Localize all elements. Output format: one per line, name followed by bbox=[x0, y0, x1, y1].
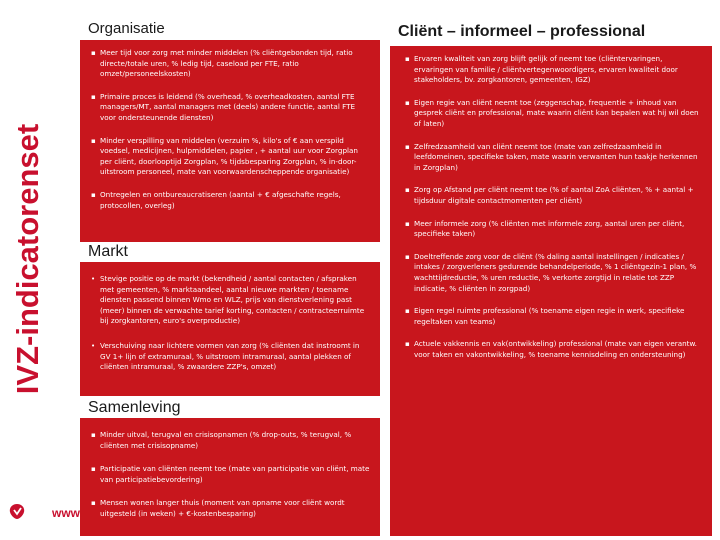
list-item: ▪ Primaire proces is leidend (% overhead, % overheadkosten, aantal FTE managers/MT, aantal managers met (deels) andere functie, aantal FTE voor ondersteunende diensten) bbox=[86, 92, 370, 124]
list-item: ▪ Zorg op Afstand per cliënt neemt toe (% of aantal ZoA cliënten, % + aantal + tijdsduur digitale contactmomenten per cliënt) bbox=[400, 185, 702, 206]
list-item: ▪ Eigen regie van cliënt neemt toe (zeggenschap, frequentie + inhoud van gesprek cliënt en professional, mate waarin cliënt kan bepalen wat hij wil doen of laten) bbox=[400, 98, 702, 130]
client-panel bbox=[390, 46, 712, 536]
list-item: ▪ Mensen wonen langer thuis (moment van opname voor cliënt wordt uitgesteld (in weken) + €-kostenbesparing) bbox=[86, 498, 370, 519]
markt-panel bbox=[80, 262, 380, 396]
samenleving-list bbox=[80, 418, 380, 520]
markt-list bbox=[80, 262, 380, 373]
markt-heading: Markt bbox=[88, 243, 128, 260]
samenleving-heading: Samenleving bbox=[88, 399, 181, 416]
list-item: ▪ Participatie van cliënten neemt toe (mate van participatie van cliënt, mate van participatiebevordering) bbox=[86, 464, 370, 485]
organisatie-panel bbox=[80, 40, 380, 242]
list-item: ▪ Minder verspilling van middelen (verzuim %, kilo's of € aan verspild voedsel, medicijnen, hulpmiddelen, papier , + aantal uur voor Zorgplan per cliënt, doorlooptijd Zorgplan, % tijdsbesparing Zorgplan, % in-door-uitstroom personeel, mate van voorwaardenscheppende organisatie) bbox=[86, 136, 370, 178]
list-item: ▪ Doeltreffende zorg voor de cliënt (% daling aantal instellingen / indicaties / intakes / zorgverleners gedurende behandelperiode, % 1 cliëntgezin-1 plan, % wachttijdreductie, % uren reductie, % verkorte zorgtijd in relatie tot ZZP indicatie, % cliënten in zorgpad) bbox=[400, 252, 702, 294]
client-heading: Cliënt – informeel – professional bbox=[398, 23, 646, 40]
organisatie-heading: Organisatie bbox=[88, 20, 165, 37]
list-item: • Stevige positie op de markt (bekendheid / aantal contacten / afspraken met gemeenten, % marktaandeel, aantal nieuwe markten / toename diensten passend binnen Wmo en WLZ, prijs van dienstverlening past (meer) binnen de verwachte tarief korting, contacten / contracteerruimte bij zorgkantoren, euro's overproductie) bbox=[86, 274, 370, 327]
list-item: ▪ Eigen regel ruimte professional (% toename eigen regie in werk, specifieke regeltaken van teams) bbox=[400, 306, 702, 327]
list-item: • Verschuiving naar lichtere vormen van zorg (% cliënten dat instroomt in GV 1+ lijn of extramuraal, % uitstroom intramuraal, aantal plekken of cliënten intramuraal, % zwaardere ZZP's, omzet) bbox=[86, 341, 370, 373]
list-item: ▪ Meer informele zorg (% cliënten met informele zorg, aantal uren per cliënt, specifieke taken) bbox=[400, 219, 702, 240]
samenleving-panel bbox=[80, 418, 380, 536]
organisatie-list bbox=[80, 40, 380, 211]
list-item: ▪ Actuele vakkennis en vak(ontwikkeling) professional (mate van eigen verantw. voor taken en vakontwikkeling, % toename kennisdeling en ondersteuning) bbox=[400, 339, 702, 360]
client-list bbox=[390, 46, 712, 360]
list-item: ▪ Ervaren kwaliteit van zorg blijft gelijk of neemt toe (cliëntervaringen, ervaringen van familie / cliëntvertegenwoordigers, ervaren kwaliteit door stakeholders, bv. zorgkantoren, gemeenten, IGZ) bbox=[400, 54, 702, 86]
list-item: ▪ Meer tijd voor zorg met minder middelen (% cliëntgebonden tijd, ratio directe/totale uren, % ledig tijd, caseload per FTE, ratio omzet/personeelskosten) bbox=[86, 48, 370, 80]
side-title: IVZ-indicatorenset bbox=[10, 123, 45, 395]
list-item: ▪ Minder uitval, terugval en crisisopnamen (% drop-outs, % terugval, % cliënten met crisisopname) bbox=[86, 430, 370, 451]
logo-icon bbox=[8, 502, 26, 520]
website-link[interactable]: www bbox=[52, 506, 81, 520]
list-item: ▪ Zelfredzaamheid van cliënt neemt toe (mate van zelfredzaamheid in leefdomeinen, specifieke taken, mate waarin verwanten hun taakje herkennen in Zorgplan) bbox=[400, 142, 702, 174]
list-item: ▪ Ontregelen en ontbureaucratiseren (aantal + € afgeschafte regels, protocollen, overleg) bbox=[86, 190, 370, 211]
